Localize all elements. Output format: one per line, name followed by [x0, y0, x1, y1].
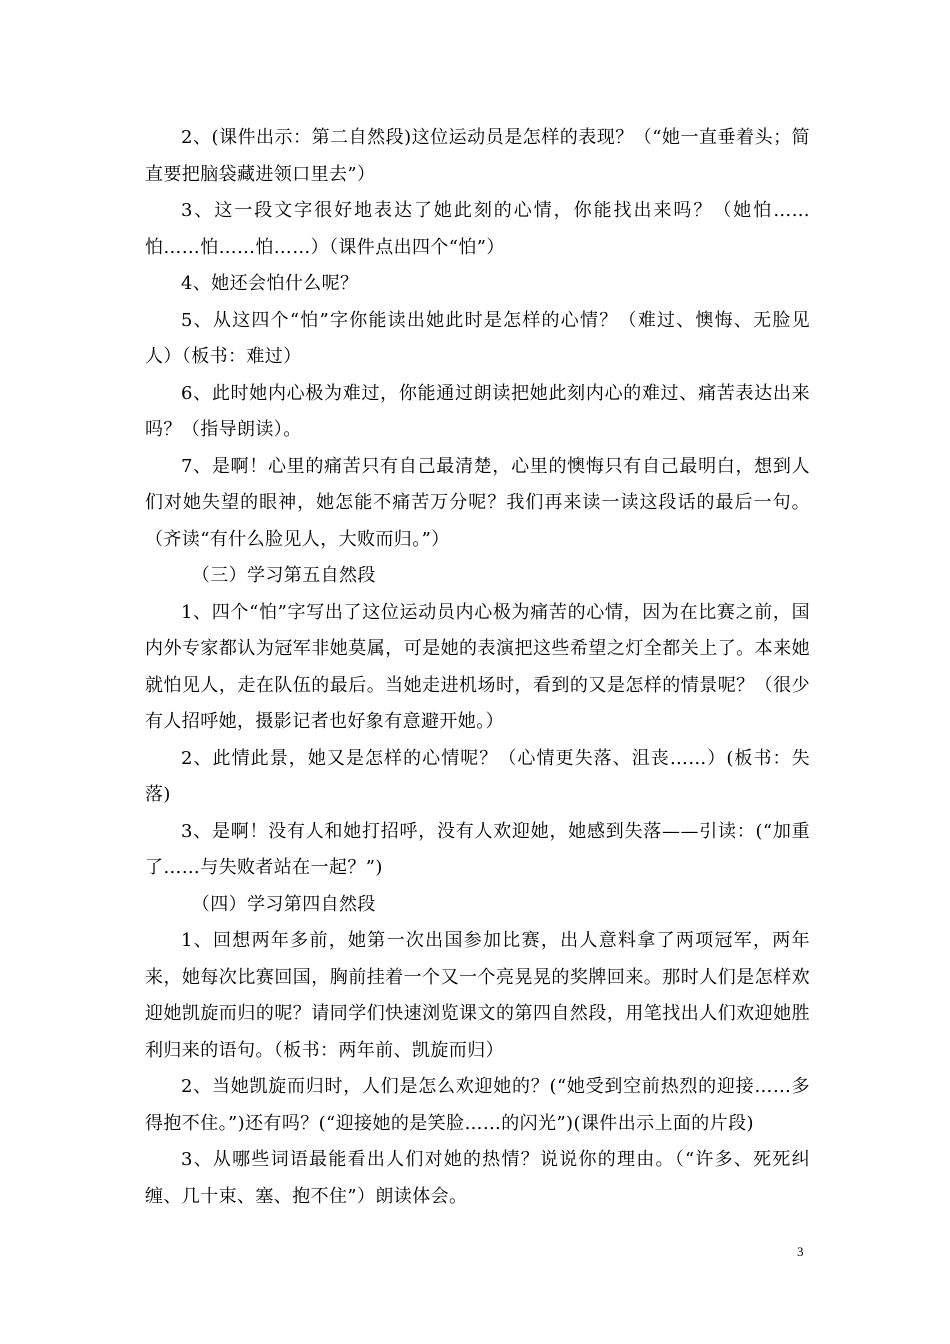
- paragraph: 4、她还会怕什么呢？: [181, 273, 359, 294]
- paragraph: 5、从这四个“怕”字你能读出她此时是怎样的心情？（难过、懊悔、无脸见人）（板书：难过）: [145, 309, 810, 367]
- section-heading: （三）学习第五自然段: [191, 565, 376, 586]
- paragraph: 2、当她凯旋而归时，人们是怎么欢迎她的？(“她受到空前热烈的迎接……多得抱不住。”)还有吗？(“迎接她的是笑脸……的闪光”)(课件出示上面的片段): [145, 1076, 810, 1134]
- document-body: [145, 120, 810, 1215]
- paragraph: 7、是啊！心里的痛苦只有自己最清楚，心里的懊悔只有自己最明白，想到人们对她失望的眼神，她怎能不痛苦万分呢？我们再来读一读这段话的最后一句。（齐读“有什么脸见人，大败而归。”）: [145, 455, 810, 550]
- paragraph: 6、此时她内心极为难过，你能通过朗读把她此刻内心的难过、痛苦表达出来吗？（指导朗读）。: [145, 382, 810, 440]
- paragraph: 1、四个“怕”字写出了这位运动员内心极为痛苦的心情，因为在比赛之前，国内外专家都认为冠军非她莫属，可是她的表演把这些希望之灯全都关上了。本来她就怕见人，走在队伍的最后。当她走进机场时，看到的又是怎样的情景呢？（很少有人招呼她，摄影记者也好象有意避开她。）: [145, 601, 810, 732]
- paragraph: 3、是啊！没有人和她打招呼，没有人欢迎她，她感到失落——引读：(“加重了……与失败者站在一起？”): [145, 820, 810, 878]
- paragraph: 2、此情此景，她又是怎样的心情呢？（心情更失落、沮丧……）(板书：失落): [145, 747, 810, 805]
- paragraph: 1、回想两年多前，她第一次出国参加比赛，出人意料拿了两项冠军，两年来，她每次比赛回国，胸前挂着一个又一个亮晃晃的奖牌回来。那时人们是怎样欢迎她凯旋而归的呢？请同学们快速浏览课文的第四自然段，用笔找出人们欢迎她胜利归来的语句。（板书：两年前、凯旋而归）: [145, 930, 810, 1061]
- paragraph: 3、这一段文字很好地表达了她此刻的心情，你能找出来吗？（她怕……怕……怕……怕……）（课件点出四个“怕”）: [145, 200, 810, 258]
- paragraph: 3、从哪些词语最能看出人们对她的热情？说说你的理由。（“许多、死死纠缠、几十束、塞、抱不住”）朗读体会。: [145, 1149, 810, 1207]
- paragraph: 2、(课件出示：第二自然段)这位运动员是怎样的表现？（“她一直垂着头；简直要把脑袋藏进领口里去”）: [145, 127, 810, 185]
- page-number: 3: [797, 1244, 804, 1259]
- section-heading: （四）学习第四自然段: [191, 893, 376, 915]
